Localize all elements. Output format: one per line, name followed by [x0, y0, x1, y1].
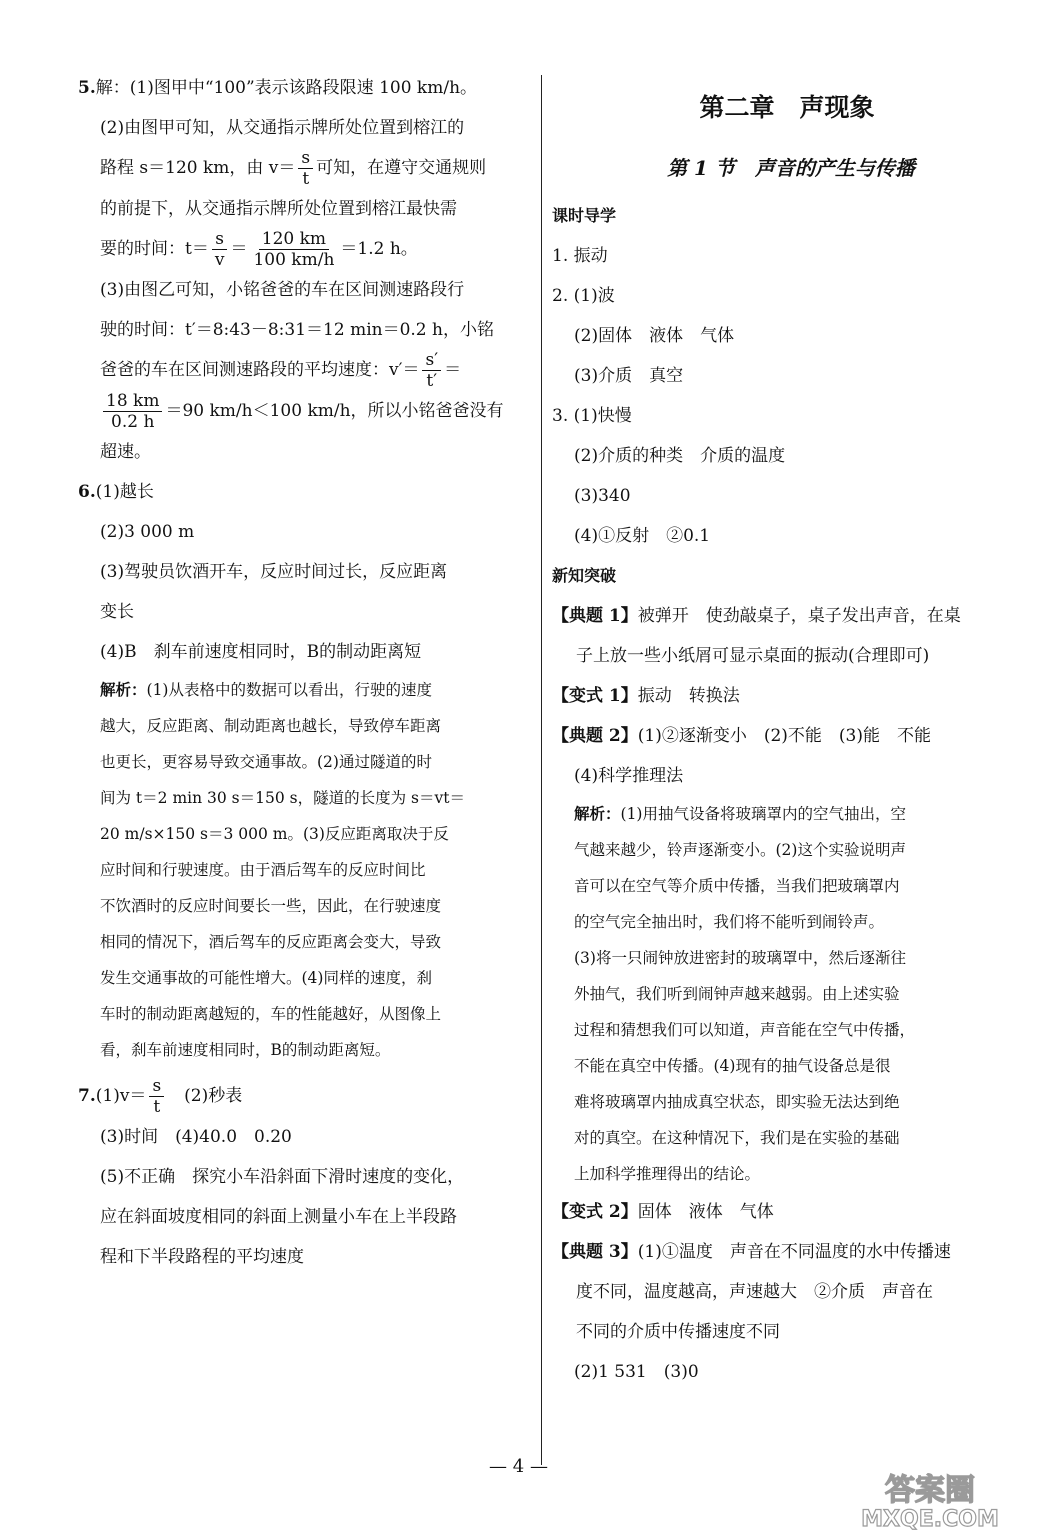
analysis-label: 解析： [574, 804, 621, 823]
example-1: 【典题 1】被弹开 使劲敲桌子，桌子发出声音，在桌 [552, 606, 961, 626]
q6-line-3: (3)驾驶员饮酒开车，反应时间过长，反应距离 [100, 562, 448, 582]
q6-line-4: 变长 [100, 602, 134, 622]
example-3-parts-2-3: (2)1 531 (3)0 [574, 1362, 699, 1382]
guide-item-3: 3. (1)快慢 [552, 406, 632, 426]
q5-line-2: (2)由图甲可知，从交通指示牌所处位置到榕江的 [100, 118, 465, 138]
watermark-logo [838, 1468, 1023, 1530]
variant-1: 【变式 1】振动 转换法 [552, 686, 740, 706]
guide-heading: 课时导学 [552, 206, 617, 225]
example-3-cont-1: 度不同，温度越高，声速越大 ②介质 声音在 [576, 1282, 933, 1302]
guide-item-3b: (2)介质的种类 介质的温度 [574, 446, 786, 466]
fraction-s-over-t: $\frac{s}{t}$ [149, 1076, 164, 1117]
q5-line-5: 要的时间：t＝ $\frac{s}{v}$ ＝ $\frac{120 km}{100 km/h}$ ＝1.2 h。 [100, 229, 418, 270]
right-column [552, 68, 1012, 1392]
q7-line-3: (5)不正确 探究小车沿斜面下滑时速度的变化， [100, 1167, 465, 1187]
fraction-s-prime-over-t-prime: $\frac{s'}{t'}$ [422, 350, 441, 391]
q7-line-5: 程和下半段路程的平均速度 [100, 1247, 304, 1267]
page-number: — 4 — [489, 1456, 548, 1477]
fraction-s-over-t: $\frac{s}{t}$ [298, 148, 313, 189]
guide-item-2b: (2)固体 液体 气体 [574, 326, 735, 346]
guide-item-3d: (4)①反射 ②0.1 [574, 526, 711, 546]
guide-item-3c: (3)340 [574, 486, 631, 506]
q6-line-5: (4)B 刹车前速度相同时，B的制动距离短 [100, 642, 422, 662]
example-2-analysis: 解析：(1)用抽气设备将玻璃罩内的空气抽出，空 气越来越少，铃声逐渐变小。(2)这个实验说明声 音可以在空气等介质中传播，当我们把玻璃罩内 的空气完全抽出时，我们将不能听到闹铃声。 (3)将一只闹钟放进密封的玻璃罩中，然后逐渐往 外抽气，我们听到闹钟声越来越弱。由上述实验 过程和猜想我们可以知道，声音能在空气中传播， 不能在真空中传播。(4)现有的抽气设备总是很 难将玻璃罩内抽成真空状态，即实验无法达到绝 对的真空。在这种情况下，我们是在实验的基础 上加科学推理得出的结论。 [574, 804, 916, 1183]
example-1-cont: 子上放一些小纸屑可显示桌面的振动(合理即可) [576, 646, 930, 666]
q7-line-1: 7.(1)v＝ $\frac{s}{t}$ (2)秒表 [78, 1076, 243, 1117]
q5-line-10: 超速。 [100, 442, 151, 462]
section-title: 第 1 节 声音的产生与传播 [667, 156, 915, 180]
example-2: 【典题 2】(1)②逐渐变小 (2)不能 (3)能 不能 [552, 726, 931, 746]
guide-item-2: 2. (1)波 [552, 286, 615, 306]
question-number: 6. [78, 482, 96, 502]
watermark-text-bottom: MXQE.COM [861, 1507, 999, 1530]
q5-line-7: 驶的时间：t′＝8:43－8:31＝12 min＝0.2 h，小铭 [100, 320, 494, 340]
left-column [78, 68, 536, 1277]
column-divider [541, 75, 542, 1465]
guide-item-2c: (3)介质 真空 [574, 366, 684, 386]
fraction-s-over-v: $\frac{s}{v}$ [212, 229, 228, 270]
example-3: 【典题 3】(1)①温度 声音在不同温度的水中传播速 [552, 1242, 951, 1262]
q5-line-6: (3)由图乙可知，小铭爸爸的车在区间测速路段行 [100, 280, 465, 300]
question-number: 5. [78, 78, 96, 98]
question-number: 7. [78, 1086, 96, 1106]
example-2-part-4: (4)科学推理法 [574, 766, 684, 786]
guide-item-1: 1. 振动 [552, 246, 608, 266]
variant-2: 【变式 2】固体 液体 气体 [552, 1202, 774, 1222]
q5-line-3: 路程 s＝120 km，由 v＝ $\frac{s}{t}$ 可知，在遵守交通规则 [100, 148, 487, 189]
q5-line-9: $\frac{18 km}{0.2 h}$ ＝90 km/h＜100 km/h，所以小铭爸爸没有 [78, 391, 536, 432]
fraction-distance-over-speed: $\frac{120 km}{100 km/h}$ [253, 229, 335, 270]
new-knowledge-heading: 新知突破 [552, 566, 617, 585]
q5-line-4: 的前提下，从交通指示牌所处位置到榕江最快需 [100, 199, 457, 219]
analysis-label: 解析： [100, 680, 147, 699]
q5-line-8: 爸爸的车在区间测速路段的平均速度：v′＝ $\frac{s'}{t'}$ ＝ [100, 350, 462, 391]
q7-line-4: 应在斜面坡度相同的斜面上测量小车在上半段路 [100, 1207, 457, 1227]
q6-analysis: 解析：(1)从表格中的数据可以看出，行驶的速度 越大，反应距离、制动距离也越长，导致停车距离 也更长，更容易导致交通事故。(2)通过隧道的时 间为 t＝2 min 30 s＝150 s，隧道的长度为 s＝vt＝ 20 m/s×150 s＝3 000 m。(3)反应距离取决于反 应时间和行驶速度。由于酒后驾车的反应时间比 不饮酒时的反应时间要长一些，因此，在行驶速度 相同的情况下，酒后驾车的反应距离会变大，导致 发生交通事故的可能性增大。(4)同样的速度，刹 车时的制动距离越短的，车的性能越好，从图像上 看，刹车前速度相同时，B的制动距离短。 [100, 680, 465, 1059]
q6-line-1: 6.(1)越长 [78, 482, 154, 502]
fraction-18km-over-02h: $\frac{18 km}{0.2 h}$ [103, 391, 162, 432]
q5-line-1: 5.解：(1)图甲中“100”表示该路段限速 100 km/h。 [78, 78, 478, 98]
q7-line-2: (3)时间 (4)40.0 0.20 [100, 1127, 292, 1147]
example-3-cont-2: 不同的介质中传播速度不同 [576, 1322, 780, 1342]
chapter-title: 第二章 声现象 [699, 93, 875, 122]
watermark-text-top: 答案圈 [885, 1473, 975, 1508]
q6-line-2: (2)3 000 m [100, 522, 195, 542]
